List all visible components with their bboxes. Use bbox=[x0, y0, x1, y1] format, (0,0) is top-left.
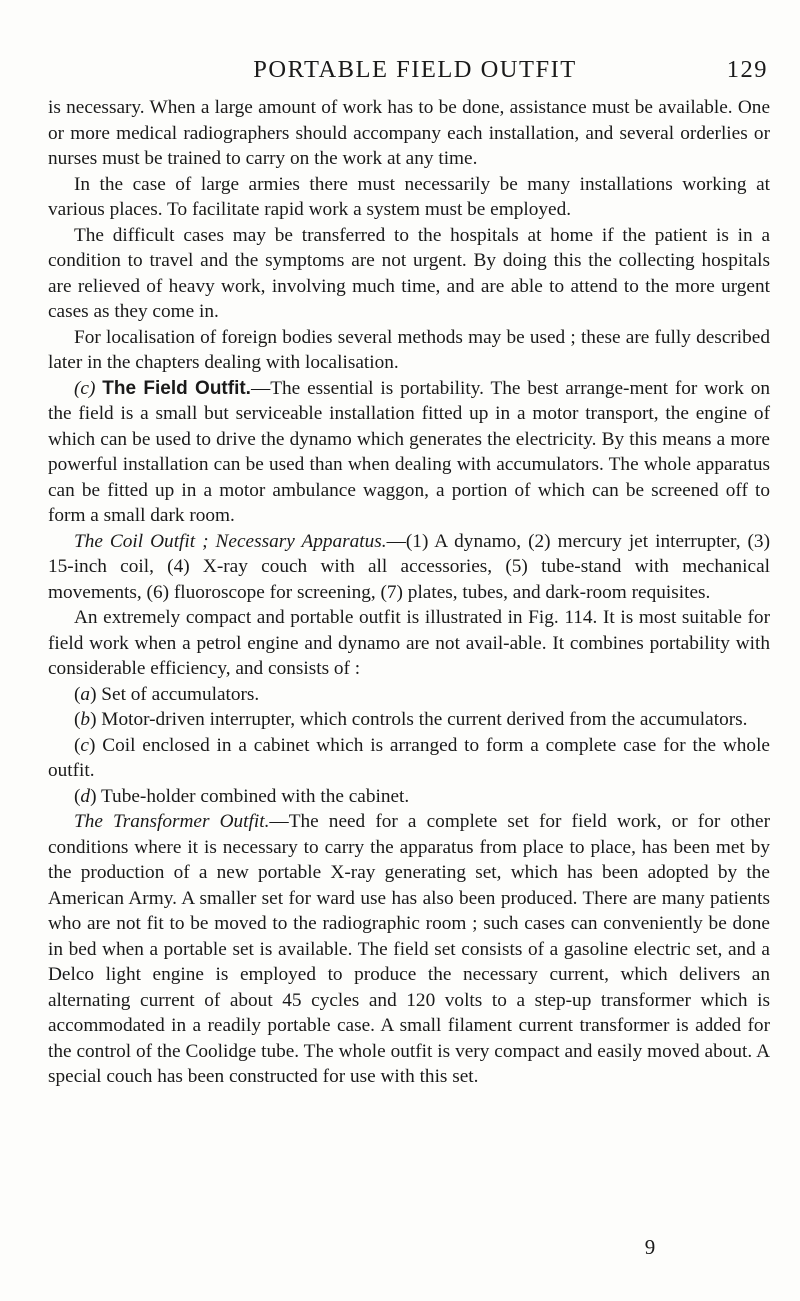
list-item-b-label: b bbox=[80, 709, 91, 730]
paragraph-2-text: In the case of large armies there must necessarily be many installations working at various places. To facilitate rapid work a system must be employed. bbox=[48, 173, 770, 220]
list-item-a-label: a bbox=[80, 683, 91, 705]
section-label-c: (c) bbox=[74, 377, 96, 399]
paragraph-4-text: For localisation of foreign bodies several methods may be used ; these are fully described later in the chapters dealing with localisation. bbox=[48, 326, 770, 373]
list-item-a-text: Set of accumulators. bbox=[96, 683, 260, 705]
paragraph-3 bbox=[48, 223, 770, 325]
list-item-a: (a) Set of accumulators. bbox=[74, 683, 260, 705]
paragraph-1-text: is necessary. When a large amount of work has to be done, assistance must be available. One or more medical radiographers should accompany each installation, and several orderlies or nurses must be trained to carry on the work at any time. bbox=[48, 97, 770, 169]
list-item-b: (b) Motor-driven interrupter, which controls the current derived from the accumulators. bbox=[74, 709, 748, 730]
list-item-b-text: Motor-driven interrupter, which controls the current derived from the accumulators. bbox=[96, 709, 748, 730]
paragraph-coil-outfit-text: —(1) A dynamo, (2) mercury jet interrupter, (3) 15-inch coil, (4) X-ray couch with all accessories, (5) tube-stand with mechanical movements, (6) fluoroscope for screening, (7) plates, tubes, and dark-room requisites. bbox=[48, 530, 770, 603]
running-head bbox=[62, 56, 768, 90]
section-heading-field-outfit: The Field Outfit. bbox=[102, 377, 251, 399]
subheading-coil-outfit: The Coil Outfit ; Necessary Apparatus. bbox=[74, 530, 387, 552]
paragraph-transformer-outfit bbox=[48, 809, 770, 1090]
list-item-c: (c) Coil enclosed in a cabinet which is arranged to form a complete case for the whole outfit. bbox=[48, 734, 770, 781]
list-item-d: (d) Tube-holder combined with the cabinet. bbox=[74, 785, 410, 807]
list-item-d-label: d bbox=[80, 785, 91, 807]
paragraph-1 bbox=[48, 95, 770, 172]
list-item-d-text: Tube-holder combined with the cabinet. bbox=[96, 785, 410, 807]
paragraph-field-outfit bbox=[48, 376, 770, 529]
paragraph-2 bbox=[48, 172, 770, 223]
paragraph-coil-outfit bbox=[48, 529, 770, 606]
paragraph-4 bbox=[48, 325, 770, 376]
paragraph-transformer-outfit-text: —The need for a complete set for field work, or for other conditions where it is necessary to carry the apparatus from place to place, has been met by the production of a new portable X-ray generating set, which has been adopted by the American Army. A smaller set for ward use has also been produced. There are many patients who are not fit to be moved to the radiographic room ; such cases can conveniently be done in bed when a portable set is available. The field set consists of a gasoline electric set, and a Delco light engine is employed to produce the necessary current, which delivers an alternating current of about 45 cycles and 120 volts to a step-up transformer which is accommodated in a readily portable case. A small filament current transformer is added for the control of the Coolidge tube. The whole outfit is very compact and easily moved about. A special couch has been constructed for use with this set. bbox=[48, 811, 770, 1087]
paragraph-compact-outfit bbox=[48, 605, 770, 682]
body-text bbox=[48, 95, 770, 1090]
running-title: PORTABLE FIELD OUTFIT bbox=[253, 56, 577, 83]
paragraph-3-text: The difficult cases may be transferred to the hospitals at home if the patient is in a condition to travel and the symptoms are not urgent. By doing this the collecting hospitals are relieved of heavy work, involving much time, and are able to attend to the more urgent cases as they come in. bbox=[48, 224, 770, 322]
paragraph-field-outfit-text: —The essential is portability. The best arrange-ment for work on the field is a small but serviceable installation fitted up in a motor transport, the engine of which can be used to drive the dynamo which generates the electricity. By this means a more powerful installation can be used than when dealing with accumulators. The whole apparatus can be fitted up in a motor ambulance waggon, a portion of which can be screened off to form a small dark room. bbox=[48, 377, 770, 526]
subheading-transformer-outfit: The Transformer Outfit. bbox=[74, 811, 270, 832]
paragraph-compact-outfit-text: An extremely compact and portable outfit is illustrated in Fig. 114. It is most suitable for field work when a petrol engine and dynamo are not avail-able. It combines portability with considerable efficiency, and consists of : bbox=[48, 607, 770, 679]
page-number: 129 bbox=[726, 56, 768, 83]
list-item-c-label: c bbox=[80, 734, 89, 756]
signature-mark: 9 bbox=[644, 1235, 656, 1259]
list-item-c-text: Coil enclosed in a cabinet which is arranged to form a complete case for the whole outfit. bbox=[48, 734, 770, 781]
